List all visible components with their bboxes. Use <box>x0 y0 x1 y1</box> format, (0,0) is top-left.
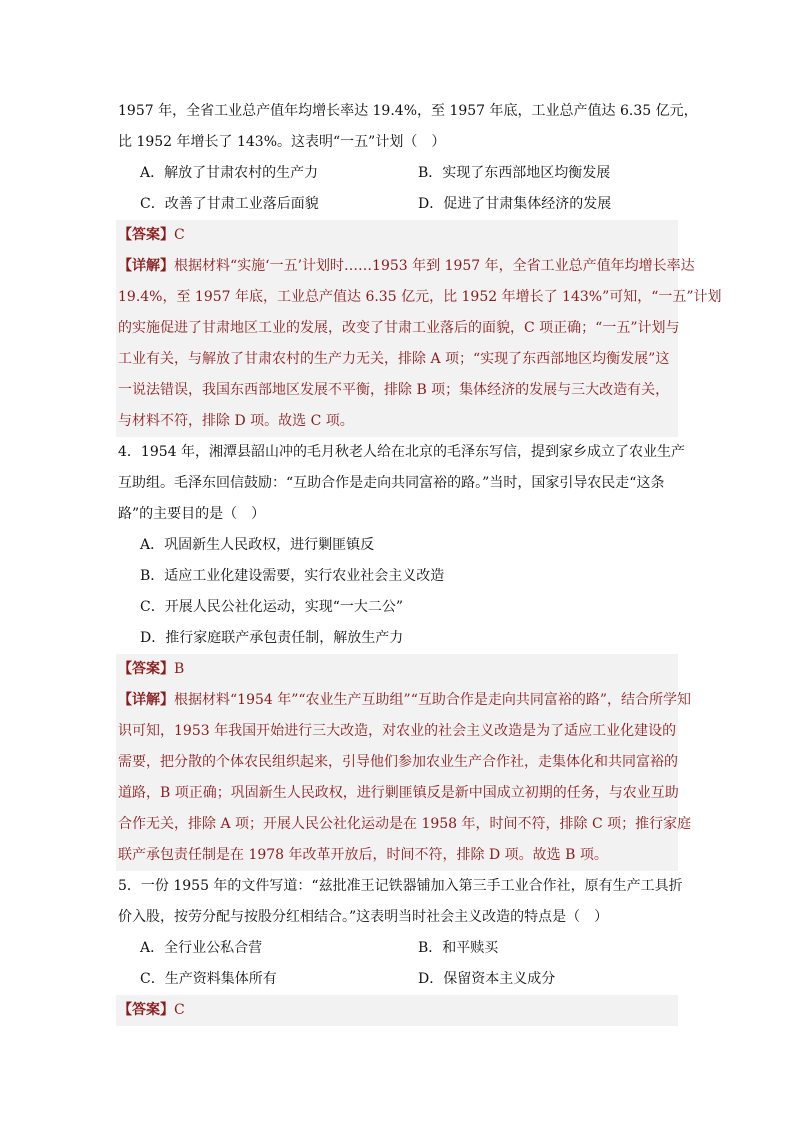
option-a: A．全行业公私合营 <box>140 940 263 956</box>
options-row <box>118 592 678 623</box>
option-c: C．开展人民公社化运动，实现“一大二公” <box>140 599 404 615</box>
answer-value: B <box>174 661 185 677</box>
question-5 <box>118 871 683 1026</box>
options-row <box>118 158 678 189</box>
options-row <box>118 964 678 995</box>
option-d: D．保留资本主义成分 <box>418 971 556 987</box>
detail-line: 识可知，1953 年我国开始进行三大改造，对农业的社会主义改造是为了适应工业化建设的 <box>118 723 677 739</box>
option-b: B．和平赎买 <box>418 940 499 956</box>
option-d: D．推行家庭联产承包责任制，解放生产力 <box>140 630 404 646</box>
options-row <box>118 561 678 592</box>
answer-box <box>116 995 678 1026</box>
question-stem-line: 比 1952 年增长了 143%。这表明“一五”计划（ ） <box>118 134 446 150</box>
question-4 <box>118 437 692 871</box>
question-stem-line: 1957 年，全省工业总产值年均增长率达 19.4%，至 1957 年底，工业总产值达 6.35 亿元， <box>118 103 698 119</box>
option-a: A．巩固新生人民政权，进行剿匪镇反 <box>140 537 375 553</box>
detail-line: 道路，B 项正确；巩固新生人民政权，进行剿匪镇反是新中国成立初期的任务，与农业互助 <box>118 785 679 801</box>
option-d: D．促进了甘肃集体经济的发展 <box>418 196 612 212</box>
detail-line: 工业有关，与解放了甘肃农村的生产力无关，排除 A 项；“实现了东西部地区均衡发展”这 <box>118 351 670 367</box>
options-row <box>118 530 678 561</box>
question-3 <box>118 96 722 437</box>
options-row <box>118 623 678 654</box>
answer-line <box>118 220 678 251</box>
question-stem-line: 互助组。毛泽东回信鼓励：“互助合作是走向共同富裕的路。”当时，国家引导农民走“这条 <box>118 475 665 491</box>
question-stem-line: 4．1954 年，湘潭县韶山冲的毛月秋老人给在北京的毛泽东写信，提到家乡成立了农业生产 <box>118 444 685 460</box>
answer-value: C <box>174 1002 185 1018</box>
options-row <box>118 189 678 220</box>
detail-line: 需要，把分散的个体农民组织起来，引导他们参加农业生产合作社，走集体化和共同富裕的 <box>118 754 678 770</box>
detail-line <box>118 685 692 716</box>
answer-box <box>116 220 722 437</box>
options-row <box>118 933 678 964</box>
answer-value: C <box>174 227 185 243</box>
question-stem-line: 5．一份 1955 年的文件写道：“兹批准王记铁器铺加入第三手工业合作社，原有生产工具折 <box>118 878 683 894</box>
detail-line: 19.4%，至 1957 年底，工业总产值达 6.35 亿元，比 1952 年增长了 143%”可知，“一五”计划 <box>118 289 722 305</box>
option-b: B．实现了东西部地区均衡发展 <box>418 165 611 181</box>
option-c: C．生产资料集体所有 <box>140 971 277 987</box>
question-stem-line: 价入股，按劳分配与按股分红相结合。”这表明当时社会主义改造的特点是（ ） <box>118 909 609 925</box>
detail-line: 与材料不符，排除 D 项。故选 C 项。 <box>118 413 354 429</box>
detail-tag: 【详解】 <box>118 692 174 708</box>
detail-tag: 【详解】 <box>118 258 174 274</box>
document-page <box>118 96 722 1026</box>
detail-line: 一说法错误，我国东西部地区发展不平衡，排除 B 项；集体经济的发展与三大改造有关， <box>118 382 670 398</box>
answer-line <box>118 995 678 1026</box>
answer-tag: 【答案】 <box>118 661 174 677</box>
detail-text: 根据材料“1954 年”“农业生产互助组”“互助合作是走向共同富裕的路”，结合所学知 <box>174 692 692 708</box>
answer-tag: 【答案】 <box>118 227 174 243</box>
detail-text: 根据材料“实施‘一五’计划时……1953 年到 1957 年，全省工业总产值年均增长率达 <box>174 258 695 274</box>
answer-line <box>118 654 678 685</box>
option-b: B．适应工业化建设需要，实行农业社会主义改造 <box>140 568 445 584</box>
option-a: A．解放了甘肃农村的生产力 <box>140 165 319 181</box>
detail-line: 的实施促进了甘肃地区工业的发展，改变了甘肃工业落后的面貌，C 项正确；“一五”计划与 <box>118 320 680 336</box>
answer-box <box>116 654 692 871</box>
option-c: C．改善了甘肃工业落后面貌 <box>140 196 319 212</box>
question-stem-line: 路”的主要目的是（ ） <box>118 506 266 522</box>
detail-line: 合作无关，排除 A 项；开展人民公社化运动是在 1958 年，时间不符，排除 C 项；推行家庭 <box>118 816 692 832</box>
detail-line <box>118 251 695 282</box>
answer-tag: 【答案】 <box>118 1002 174 1018</box>
detail-line: 联产承包责任制是在 1978 年改革开放后，时间不符，排除 D 项。故选 B 项。 <box>118 847 608 863</box>
